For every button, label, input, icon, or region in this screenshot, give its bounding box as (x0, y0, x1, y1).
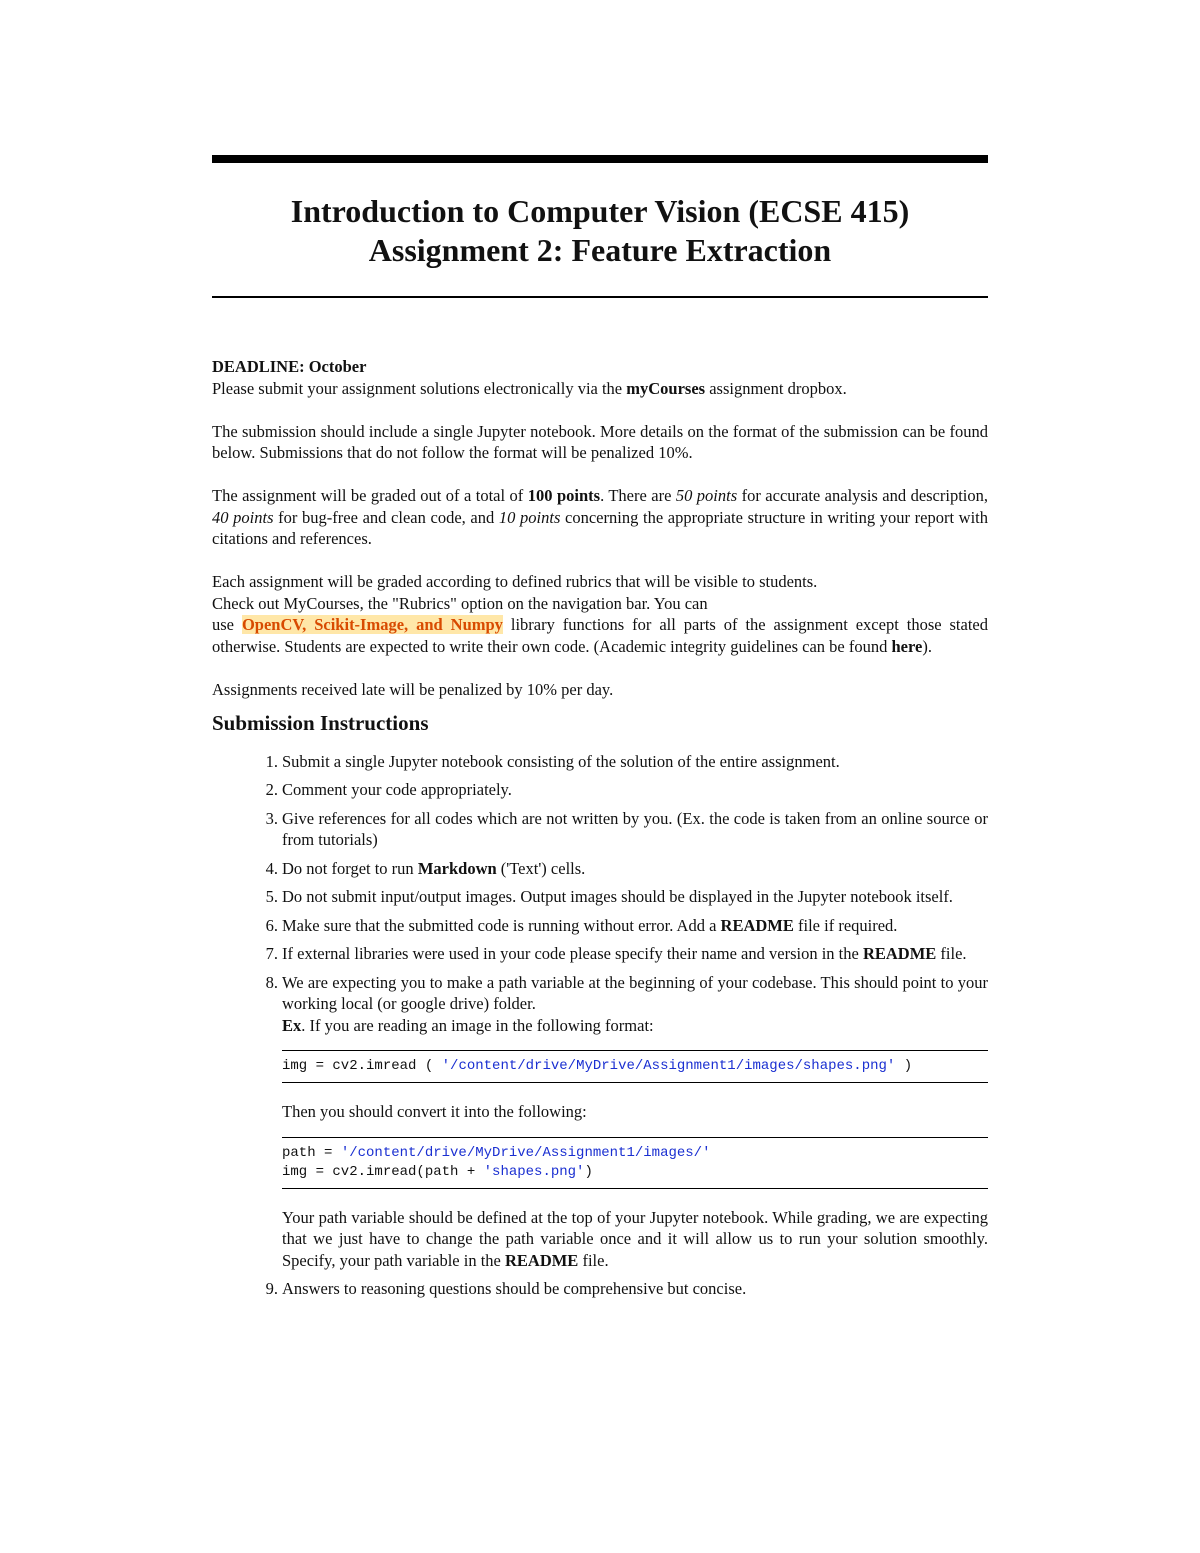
list-item: 4. Do not forget to run Markdown ('Text') cells. (265, 858, 586, 878)
code-example-original: img = cv2.imread ( '/content/drive/MyDrive/Assignment1/images/shapes.png' ) (282, 1050, 988, 1083)
document-body (212, 356, 988, 1307)
list-item: 7. If external libraries were used in your code please specify their name and version in the README file. (265, 944, 967, 963)
submission-heading: Submission Instructions (212, 711, 429, 735)
grading-paragraph: The assignment will be graded out of a total of 100 points. There are 50 points for accurate analysis and description, 40 points for bug-free and clean code, and 10 points concerning the appropriate structure in writing your report with citations and references. (212, 486, 989, 548)
format-paragraph: The submission should include a single Jupyter notebook. More details on the format of the submission can be found below. Submissions that do not follow the format will be penalized 10%. (212, 421, 988, 462)
document-title (212, 192, 988, 270)
deadline: DEADLINE: October (212, 357, 367, 376)
academic-integrity-link[interactable]: here (891, 636, 923, 656)
list-item: 8. We are expecting you to make a path variable at the beginning of your codebase. This should point to your working local (or google drive) folder. Ex. If you are reading an image in the following format: img = cv2.imread ( '/content/drive/MyDrive/Assignment1/images/shapes.png' ) Then you should convert it into the following: path = '/content/drive/MyDrive/Assignment1/images/' img = cv2.imread(path + 'shapes.png') Your path variable should be defined at the top of your Jupyter notebook. While grading, we are expecting that we just have to change the path variable once and it will allow us to run your solution smoothly. Specify, your path variable in the README file. (265, 972, 988, 1270)
title-rule (212, 296, 988, 298)
course-title: Introduction to Computer Vision (ECSE 415) (290, 193, 910, 229)
late-policy: Assignments received late will be penalized by 10% per day. (212, 679, 614, 699)
list-item: 5. Do not submit input/output images. Output images should be displayed in the Jupyter notebook itself. (265, 887, 953, 906)
libraries-highlight: OpenCV, Scikit-Image, and Numpy (241, 615, 503, 634)
assignment-title: Assignment 2: Feature Extraction (368, 232, 832, 268)
mycourses-label: myCourses (626, 378, 706, 398)
rubric-paragraph: Each assignment will be graded according to defined rubrics that will be visible to students. Check out MyCourses, the "Rubrics" option on the navigation bar. You can use OpenCV, Scikit-Image, and Numpy library functions for all parts of the assignment except those stated otherwise. Students are expected to write their own code. (Academic integrity guidelines can be found here). (212, 572, 988, 656)
top-rule (212, 155, 988, 163)
code-example-converted: path = '/content/drive/MyDrive/Assignment1/images/' img = cv2.imread(path + 'shapes.png') (282, 1137, 988, 1189)
list-item: 6. Make sure that the submitted code is running without error. Add a README file if required. (265, 915, 898, 935)
list-item: 2. Comment your code appropriately. (265, 780, 512, 799)
list-item: 1. Submit a single Jupyter notebook consisting of the solution of the entire assignment. (265, 751, 840, 771)
submit-instructions: Please submit your assignment solutions electronically via the myCourses assignment dropbox. (212, 378, 847, 398)
list-item: 3. Give references for all codes which are not written by you. (Ex. the code is taken from an online source or from tutorials) (265, 808, 988, 849)
submission-list (212, 751, 988, 1300)
list-item: 9. Answers to reasoning questions should be comprehensive but concise. (265, 1279, 747, 1298)
